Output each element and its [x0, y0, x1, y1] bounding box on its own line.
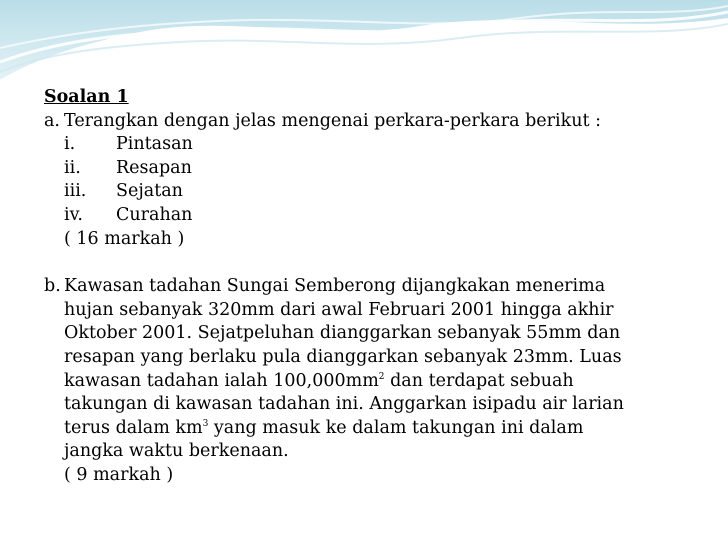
part-a-marks: ( 16 markah ) [64, 228, 185, 249]
line-text: terus dalam km [64, 417, 203, 438]
wave-banner [0, 0, 728, 80]
question-heading: Soalan 1 [44, 87, 129, 107]
list-item [44, 157, 714, 181]
line-text: kawasan tadahan ialah 100,000mm [64, 370, 379, 391]
part-b-line: Kawasan tadahan Sungai Semberong dijangkakan menerima [64, 276, 606, 297]
part-a-text: Terangkan dengan jelas mengenai perkara-perkara berikut : [64, 110, 601, 131]
item-number: i. [64, 134, 76, 155]
part-a-label: a. [44, 110, 60, 131]
item-text: Sejatan [116, 181, 183, 202]
item-text: Resapan [116, 157, 192, 178]
part-b-question [44, 275, 714, 487]
part-b-line: Oktober 2001. Sejatpeluhan dianggarkan sebanyak 55mm dan [64, 323, 621, 344]
question-content [44, 86, 714, 488]
line-text: yang masuk ke dalam takungan ini dalam [208, 417, 584, 438]
part-b-line [64, 370, 714, 394]
spacer [44, 251, 714, 275]
superscript: 3 [202, 418, 209, 429]
item-text: Pintasan [116, 134, 193, 155]
list-item [44, 204, 714, 228]
part-b-text [64, 275, 714, 487]
part-b-marks: ( 9 markah ) [64, 464, 174, 485]
item-number: ii. [64, 157, 81, 178]
part-b-label: b. [44, 276, 61, 297]
item-number: iv. [64, 204, 83, 225]
part-b-line: resapan yang berlaku pula dianggarkan sebanyak 23mm. Luas [64, 346, 622, 367]
part-b-line: takungan di kawasan tadahan ini. Anggarkan isipadu air larian [64, 394, 624, 415]
line-text: dan terdapat sebuah [384, 370, 574, 391]
item-number: iii. [64, 181, 87, 202]
item-text: Curahan [116, 204, 193, 225]
list-item [44, 133, 714, 157]
superscript: 2 [378, 371, 385, 382]
part-b-line [64, 417, 714, 441]
part-b-line: jangka waktu berkenaan. [64, 441, 289, 462]
part-a-instruction [44, 110, 714, 134]
list-item [44, 180, 714, 204]
part-b-line: hujan sebanyak 320mm dari awal Februari 2001 hingga akhir [64, 299, 614, 320]
